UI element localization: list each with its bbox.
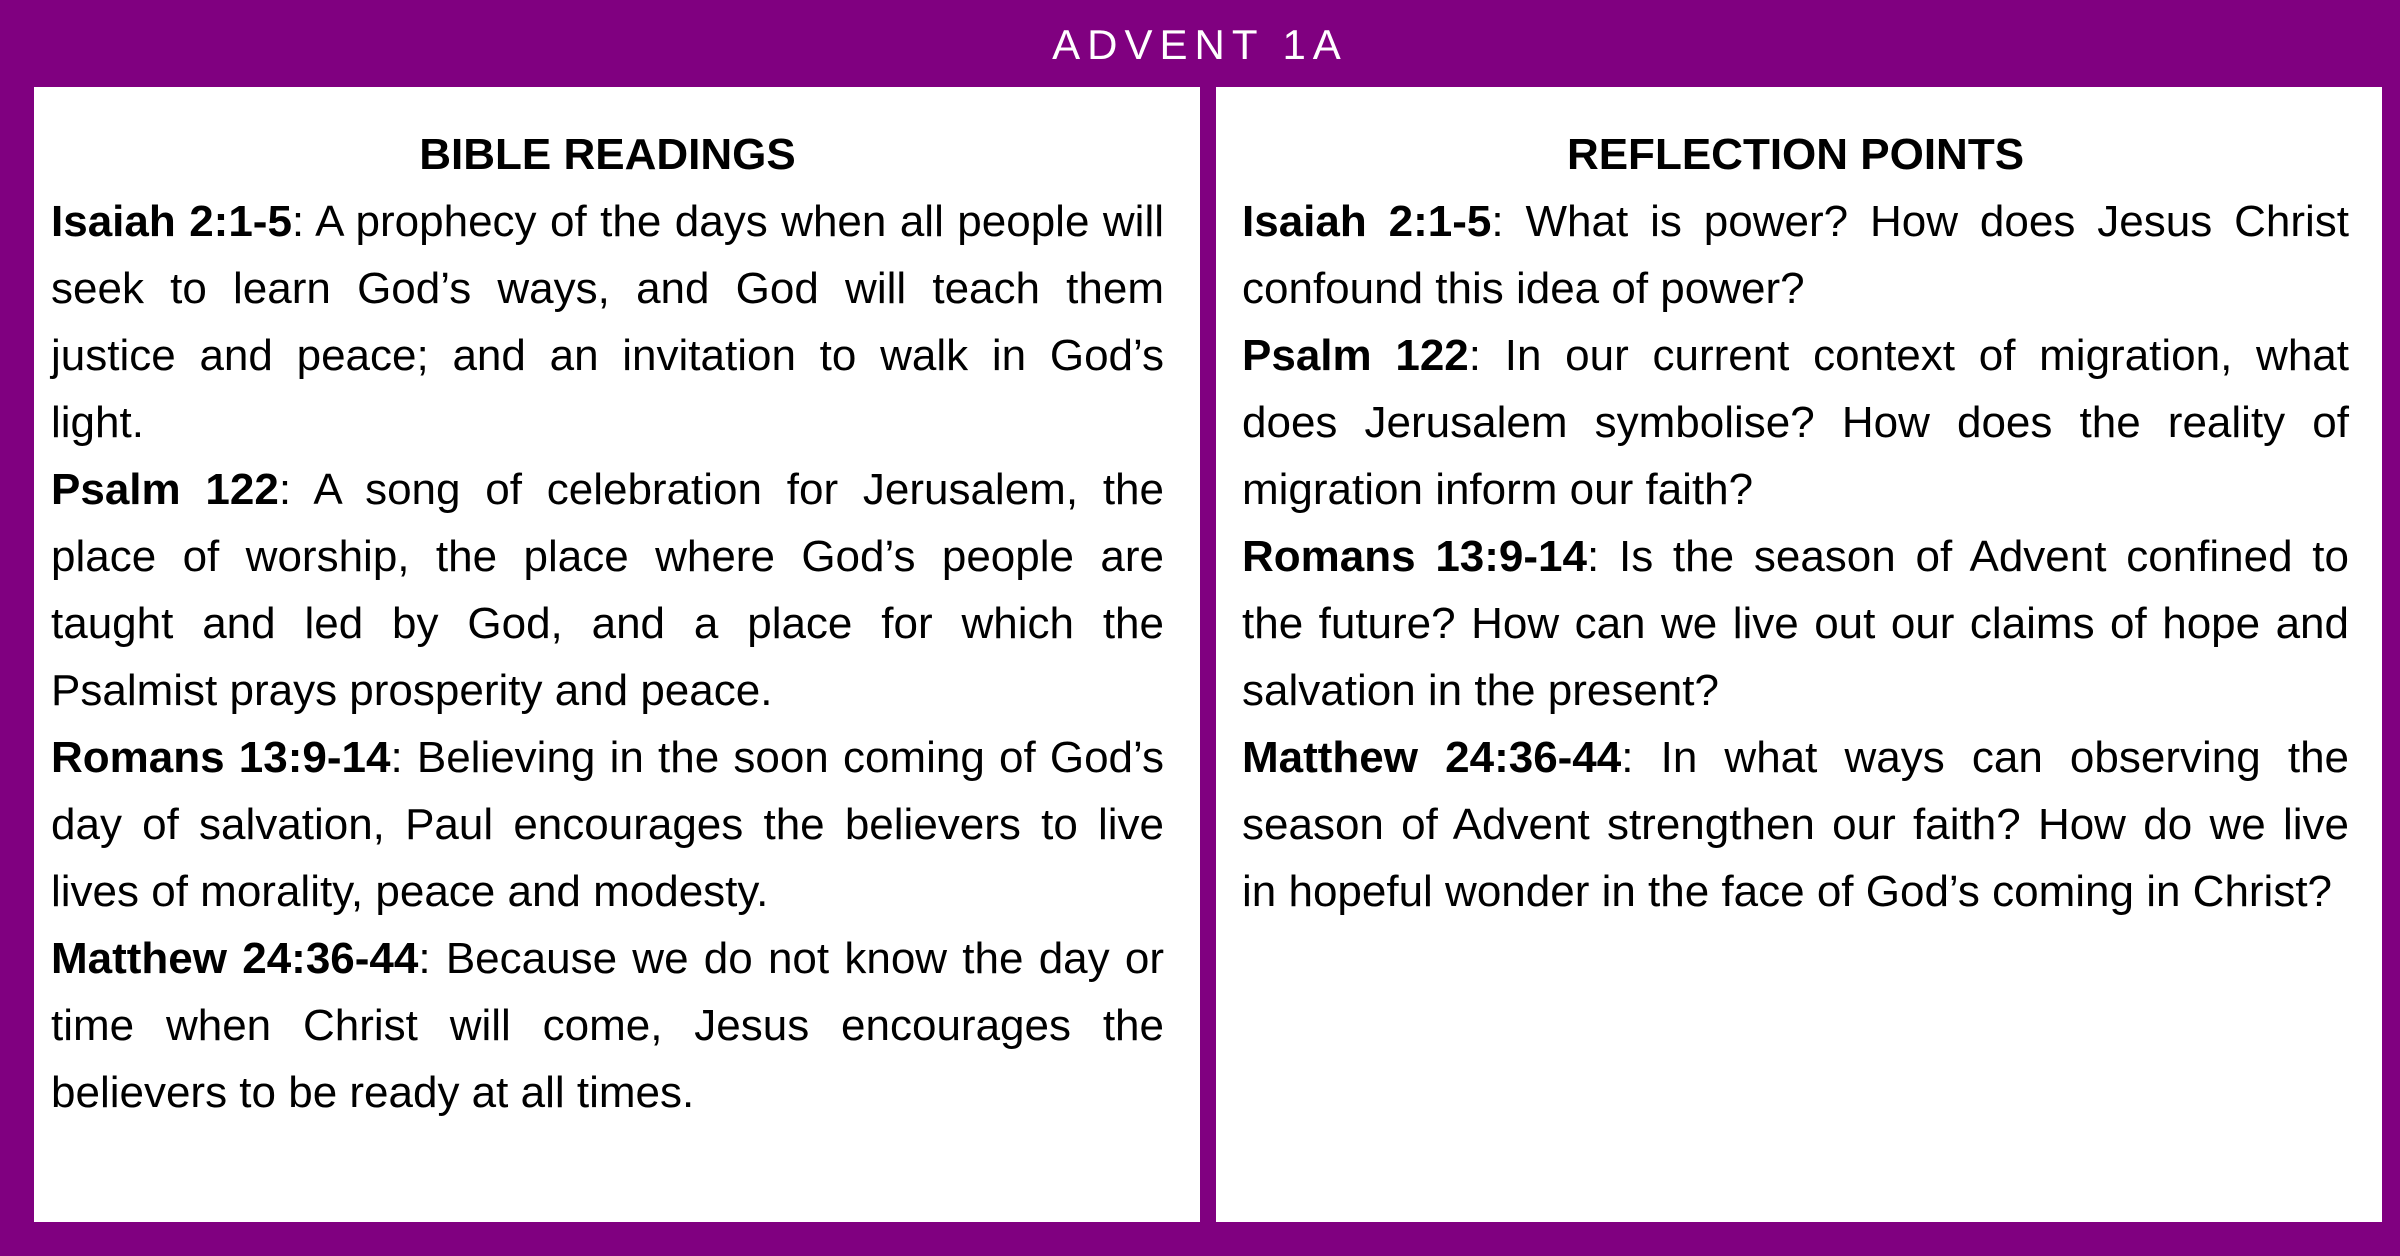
reading-entry-romans <box>51 724 1164 925</box>
reading-entry-matthew <box>51 925 1164 1126</box>
reflection-ref-isaiah: Isaiah 2:1-5 <box>1242 197 1492 246</box>
reading-ref-psalm: Psalm 122 <box>51 465 279 514</box>
reading-entry-psalm <box>51 456 1164 724</box>
reflection-text-psalm: : In our current context of migration, what does Jerusalem symbolise? How does the reality of migration inform our faith? <box>1242 331 2349 514</box>
reading-ref-isaiah: Isaiah 2:1-5 <box>51 197 292 246</box>
reflection-text-isaiah: : What is power? How does Jesus Christ confound this idea of power? <box>1242 197 2349 313</box>
reflection-points-heading: REFLECTION POINTS <box>1566 130 2025 179</box>
reading-text-psalm: : A song of celebration for Jerusalem, the place of worship, the place where God’s people are taught and led by God, and a place for which the Psalmist prays prosperity and peace. <box>51 465 1164 715</box>
reflection-ref-matthew: Matthew 24:36-44 <box>1242 733 1622 782</box>
bible-readings-heading: BIBLE READINGS <box>419 130 796 179</box>
reading-text-isaiah: : A prophecy of the days when all people will seek to learn God’s ways, and God will teach them justice and peace; and an invitation to walk in God’s light. <box>51 197 1164 447</box>
reading-ref-romans: Romans 13:9-14 <box>51 733 391 782</box>
reflection-entry-matthew <box>1242 724 2349 925</box>
reflection-text-romans: : Is the season of Advent confined to the future? How can we live out our claims of hope and salvation in the present? <box>1242 532 2349 715</box>
reading-text-matthew: : Because we do not know the day or time when Christ will come, Jesus encourages the believers to be ready at all times. <box>51 934 1164 1117</box>
page-title: ADVENT 1A <box>1052 21 1348 68</box>
reflection-entry-psalm <box>1242 322 2349 523</box>
reflection-ref-romans: Romans 13:9-14 <box>1242 532 1587 581</box>
reflection-points-panel <box>1216 87 2382 1222</box>
reflection-entry-romans <box>1242 523 2349 724</box>
reading-ref-matthew: Matthew 24:36-44 <box>51 934 419 983</box>
reflection-entry-isaiah <box>1242 188 2349 322</box>
reflection-ref-psalm: Psalm 122 <box>1242 331 1469 380</box>
bible-readings-panel <box>34 87 1200 1222</box>
reading-entry-isaiah <box>51 188 1164 456</box>
reading-text-romans: : Believing in the soon coming of God’s day of salvation, Paul encourages the believers to live lives of morality, peace and modesty. <box>51 733 1164 916</box>
reflection-text-matthew: : In what ways can observing the season of Advent strengthen our faith? How do we live in hopeful wonder in the face of God’s coming in Christ? <box>1242 733 2350 916</box>
